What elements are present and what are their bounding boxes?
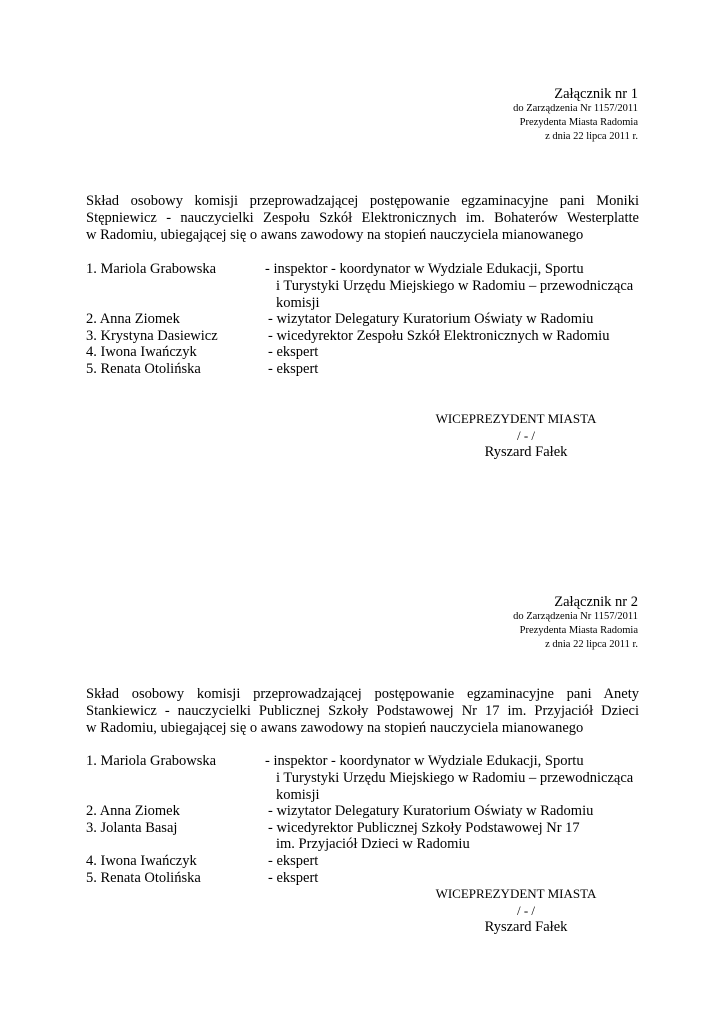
member-name: 5. Renata Otolińska [86, 870, 201, 886]
annex-1-intro-line-2: Stępniewicz - nauczycielki Zespołu Szkół Elektronicznych im. Bohaterów Westerplatte [86, 210, 639, 226]
member-name: 4. Iwona Iwańczyk [86, 344, 197, 360]
signature-title: WICEPREZYDENT MIASTA [435, 411, 597, 426]
signature-title: WICEPREZYDENT MIASTA [435, 886, 597, 901]
member-name: 2. Anna Ziomek [86, 311, 180, 327]
signature-mark: / - / [516, 903, 536, 918]
member-role-cont: komisji [276, 295, 320, 311]
member-name: 4. Iwona Iwańczyk [86, 853, 197, 869]
signature-name: Ryszard Fałek [484, 919, 568, 935]
member-role: - wizytator Delegatury Kuratorium Oświaty w Radomiu [268, 803, 594, 819]
member-role: - wicedyrektor Zespołu Szkół Elektronicznych w Radomiu [268, 328, 610, 344]
annex-2-intro [86, 686, 639, 737]
member-role: - ekspert [268, 870, 319, 886]
member-name: 3. Krystyna Dasiewicz [86, 328, 218, 344]
member-role: - inspektor - koordynator w Wydziale Edukacji, Sportu [265, 261, 584, 277]
signature-mark: / - / [516, 428, 536, 443]
annex-2-title: Załącznik nr 2 [554, 594, 638, 610]
annex-1-ref-line-1: do Zarządzenia Nr 1157/2011 [513, 103, 638, 114]
member-name: 1. Mariola Grabowska [86, 261, 217, 277]
signature-name: Ryszard Fałek [484, 444, 568, 460]
annex-1-intro-line-1: Skład osobowy komisji przeprowadzającej postępowanie egzaminacyjne pani Moniki [86, 193, 639, 209]
member-role: - ekspert [268, 361, 319, 377]
member-role: - wizytator Delegatury Kuratorium Oświaty w Radomiu [268, 311, 594, 327]
member-role-cont: komisji [276, 787, 320, 803]
member-name: 2. Anna Ziomek [86, 803, 180, 819]
member-role: - ekspert [268, 853, 319, 869]
annex-2-intro-line-2: Stankiewicz - nauczycielki Publicznej Szkoły Podstawowej Nr 17 im. Przyjaciół Dzieci [86, 703, 639, 719]
annex-1-intro [86, 193, 639, 244]
annex-2-ref-line-1: do Zarządzenia Nr 1157/2011 [513, 611, 638, 622]
member-role: - inspektor - koordynator w Wydziale Edukacji, Sportu [265, 753, 584, 769]
member-role-cont: im. Przyjaciół Dzieci w Radomiu [276, 836, 470, 852]
member-role-cont: i Turystyki Urzędu Miejskiego w Radomiu – przewodnicząca [276, 278, 634, 294]
annex-2-intro-line-1: Skład osobowy komisji przeprowadzającej postępowanie egzaminacyjne pani Anety [86, 686, 639, 702]
annex-1-ref-line-3: z dnia 22 lipca 2011 r. [545, 131, 638, 142]
member-name: 3. Jolanta Basaj [86, 820, 178, 836]
member-role: - ekspert [268, 344, 319, 360]
annex-2-intro-line-3: w Radomiu, ubiegającej się o awans zawodowy na stopień nauczyciela mianowanego [86, 720, 584, 736]
annex-1-intro-line-3: w Radomiu, ubiegającej się o awans zawodowy na stopień nauczyciela mianowanego [86, 227, 584, 243]
annex-1-ref-line-2: Prezydenta Miasta Radomia [519, 117, 638, 128]
annex-2-ref-line-3: z dnia 22 lipca 2011 r. [545, 639, 638, 650]
member-role: - wicedyrektor Publicznej Szkoły Podstawowej Nr 17 [268, 820, 580, 836]
member-name: 1. Mariola Grabowska [86, 753, 217, 769]
member-role-cont: i Turystyki Urzędu Miejskiego w Radomiu – przewodnicząca [276, 770, 634, 786]
annex-1-title: Załącznik nr 1 [554, 86, 638, 102]
member-name: 5. Renata Otolińska [86, 361, 201, 377]
annex-2-ref-line-2: Prezydenta Miasta Radomia [519, 625, 638, 636]
